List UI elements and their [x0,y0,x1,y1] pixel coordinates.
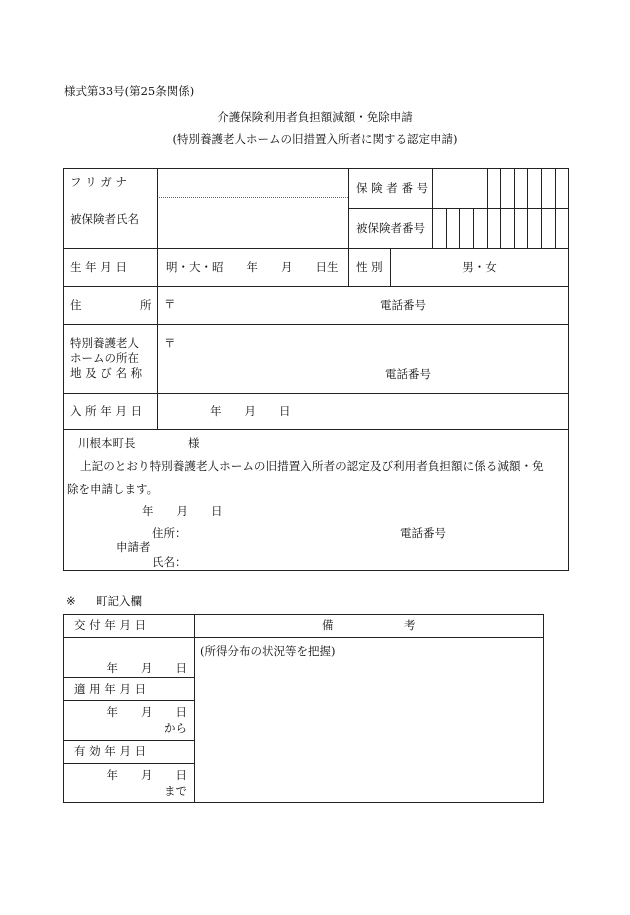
form-number: 様式第33号(第25条関係) [64,84,195,98]
facility-label-line2: ホームの所在 [70,351,139,365]
birthdate-value[interactable]: 明・大・昭 年 月 日生 [166,260,339,274]
digit-box[interactable] [487,168,488,208]
digit-box[interactable] [500,208,501,248]
digit-box[interactable] [541,208,542,248]
addressee-honorific: 様 [188,436,200,450]
column-divider [348,168,349,286]
issue-date-label: 交 付 年 月 日 [74,618,147,632]
address-postal-mark: 〒 [164,297,176,311]
furigana-field[interactable] [158,170,347,196]
row-divider [63,324,569,325]
admission-date-label: 入 所 年 月 日 [70,404,143,418]
address-phone-label: 電話番号 [380,298,426,312]
valid-until-label: まで [164,784,187,798]
applicant-label: 申請者 [116,540,151,554]
office-heading-mark: ※ [66,594,76,608]
form-subtitle: (特別養護老人ホームの旧措置入所者に関する認定申請) [172,132,458,146]
digit-box[interactable] [541,168,542,208]
digit-box[interactable] [555,168,556,208]
address-label-first: 住 [70,298,82,312]
office-section-heading: 町記入欄 [96,594,142,608]
admission-date-value[interactable]: 年 月 日 [210,404,291,418]
digit-box[interactable] [473,208,474,248]
issue-date-value[interactable]: 年 月 日 [106,661,187,675]
digit-box[interactable] [527,208,528,248]
insured-name-field[interactable] [158,199,347,247]
office-column-divider [194,614,195,803]
facility-postal-mark: 〒 [164,336,176,350]
row-divider [63,429,569,430]
form-title: 介護保険利用者負担額減額・免除申請 [217,110,413,124]
office-header-divider [63,637,544,638]
furigana-dotted-line [157,197,348,198]
remarks-note: (所得分布の状況等を把握) [200,644,336,658]
furigana-label: フ リ ガ ナ [70,175,127,189]
digit-box[interactable] [514,168,515,208]
remarks-label-first: 備 [322,618,334,632]
insured-name-label: 被保険者氏名 [70,212,139,226]
applicant-phone-label: 電話番号 [400,526,446,540]
applicant-address-label: 住所： [152,526,187,540]
row-divider [63,393,569,394]
office-row-divider [63,740,194,741]
facility-label-line1: 特別養護老人 [70,336,139,350]
birthdate-label: 生 年 月 日 [70,260,127,274]
digit-box[interactable] [446,208,447,248]
request-statement-line1: 上記のとおり特別養護老人ホームの旧措置入所者の認定及び利用者負担額に係る減額・免 [80,459,544,473]
row-divider [63,286,569,287]
apply-date-value[interactable]: 年 月 日 [106,705,187,719]
office-row-divider [63,700,194,701]
digit-box[interactable] [514,208,515,248]
digit-box[interactable] [459,208,460,248]
remarks-label-second: 考 [404,618,416,632]
insured-number-label: 被保険者番号 [356,221,425,235]
digit-box[interactable] [487,208,488,248]
apply-from-label: から [164,721,187,735]
valid-date-value[interactable]: 年 月 日 [106,768,187,782]
applicant-name-label: 氏名： [152,555,187,569]
application-date[interactable]: 年 月 日 [142,504,223,518]
request-statement-line2: 除を申請します。 [67,482,159,496]
digit-box[interactable] [555,208,556,248]
sex-value[interactable]: 男・女 [462,260,497,274]
valid-date-label: 有 効 年 月 日 [74,744,147,758]
row-divider [63,248,569,249]
column-divider [432,168,433,248]
digit-box[interactable] [500,168,501,208]
address-label-second: 所 [140,298,152,312]
addressee: 川根本町長 [78,436,136,450]
insurer-number-label: 保 険 者 番 号 [356,181,429,195]
sex-label: 性 別 [356,260,383,274]
digit-box[interactable] [527,168,528,208]
apply-date-label: 適 用 年 月 日 [74,682,147,696]
office-row-divider [63,763,194,764]
facility-label-line3: 地 及 び 名 称 [70,366,143,380]
facility-phone-label: 電話番号 [385,367,431,381]
office-row-divider [63,677,194,678]
